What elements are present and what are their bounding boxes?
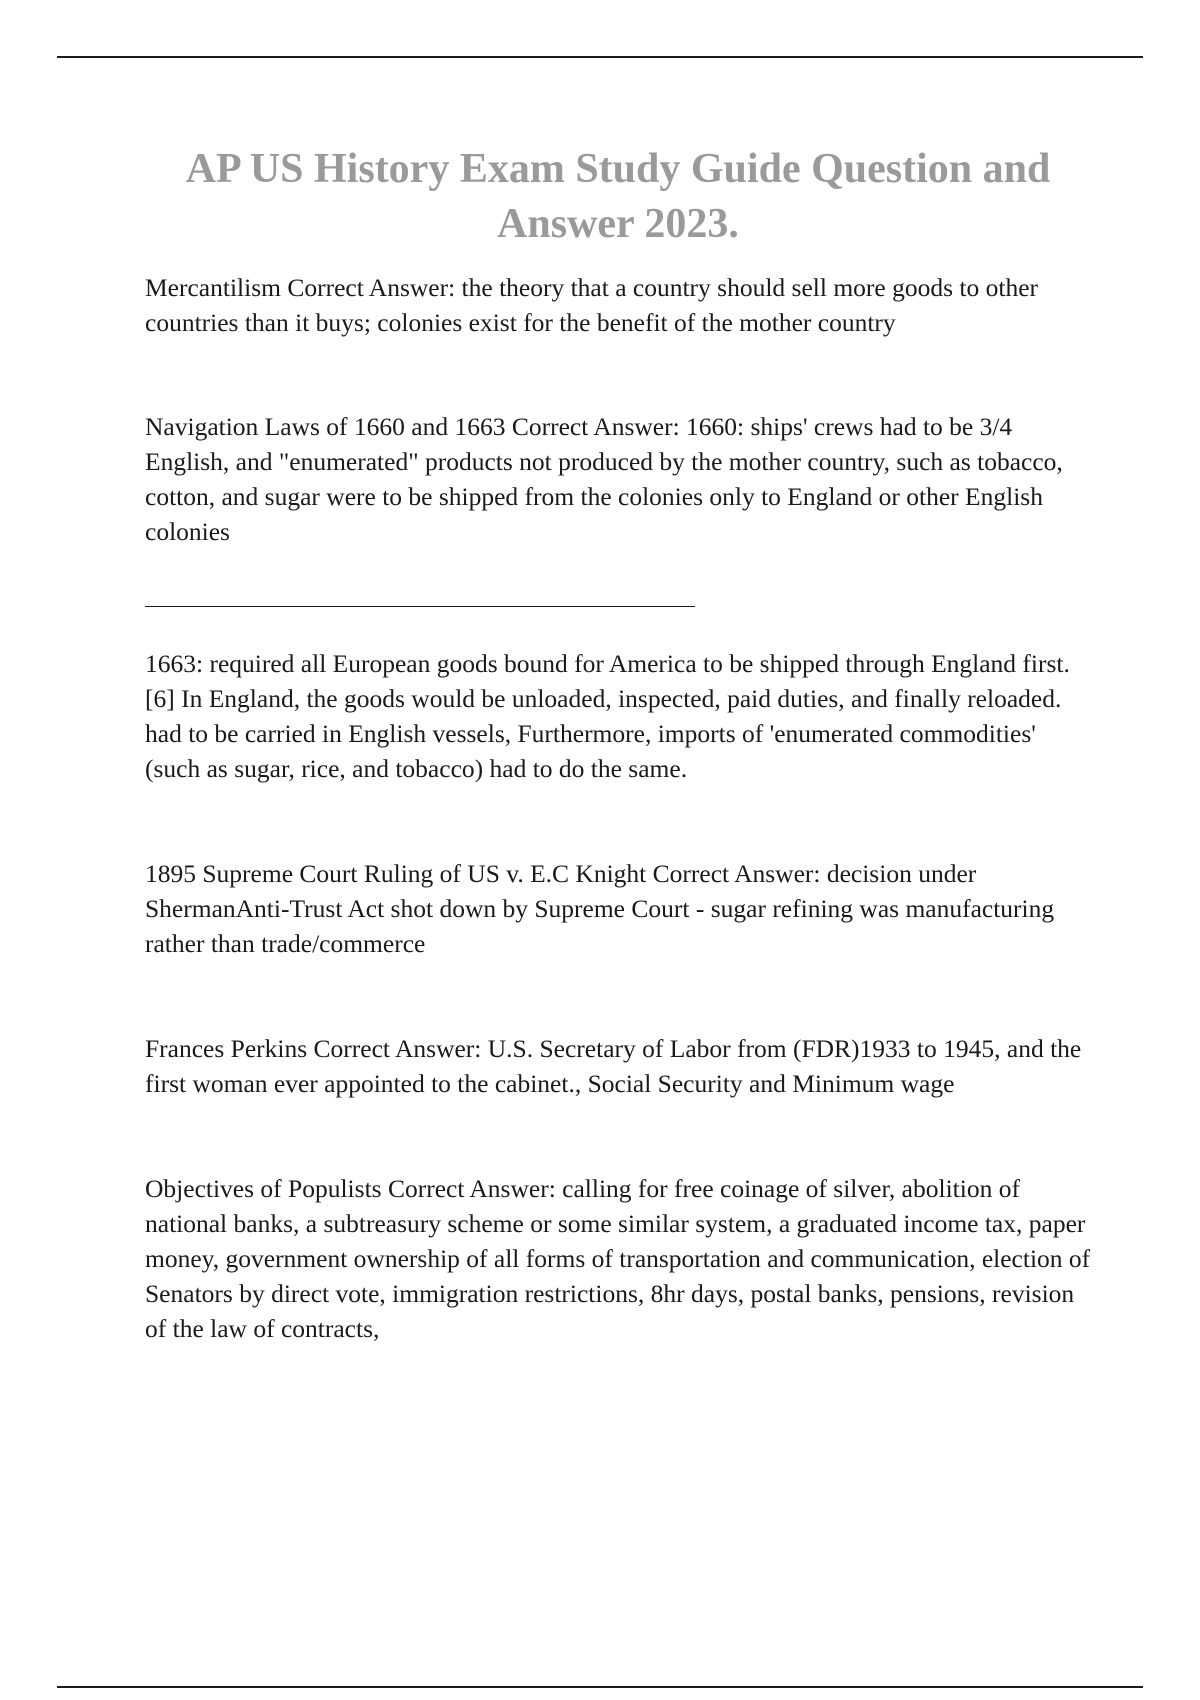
page-bottom-rule — [57, 1686, 1143, 1688]
entry-navigation-laws-1663: 1663: required all European goods bound for America to be shipped through England first.[6] In England, the goods would be unloaded, inspected, paid duties, and finally reloaded. had to be carried in English vessels, Furthermore, imports of 'enumerated commodities' (such as sugar, rice, and tobacco) had to do the same. — [145, 649, 1070, 783]
paragraph-spacer — [145, 607, 1095, 646]
paragraph-spacer — [145, 1101, 1095, 1171]
paragraph-spacer — [145, 340, 1095, 409]
document-title: AP US History Exam Study Guide Question and Answer 2023. — [185, 146, 1051, 247]
paragraph-spacer — [145, 786, 1095, 856]
entry-ec-knight-ruling: 1895 Supreme Court Ruling of US v. E.C Knight Correct Answer: decision under ShermanAnti-Trust Act shot down by Supreme Court - sugar refining was manufacturing rather than trade/commerce — [145, 859, 1055, 958]
entry-frances-perkins: Frances Perkins Correct Answer: U.S. Secretary of Labor from (FDR)1933 to 1945, and the first woman ever appointed to the cabinet., Social Security and Minimum wage — [145, 1034, 1082, 1098]
page-top-rule — [57, 56, 1143, 58]
entry-populist-objectives: Objectives of Populists Correct Answer: calling for free coinage of silver, abolition of national banks, a subtreasury scheme or some similar system, a graduated income tax, paper money, government ownership of all forms of transportation and communication, election of Senators by direct vote, immigration restrictions, 8hr days, postal banks, pensions, revision of the law of contracts, — [145, 1174, 1091, 1343]
entry-navigation-laws: Navigation Laws of 1660 and 1663 Correct Answer: 1660: ships' crews had to be 3/4 English, and "enumerated" products not produced by the mother country, such as tobacco, cotton, and sugar were to be shipped from the colonies only to England or other English colonies — [145, 412, 1063, 546]
paragraph-spacer — [145, 961, 1095, 1031]
entry-mercantilism: Mercantilism Correct Answer: the theory that a country should sell more goods to other countries than it buys; colonies exist for the benefit of the mother country — [145, 273, 1039, 337]
document-body — [145, 270, 1095, 1346]
